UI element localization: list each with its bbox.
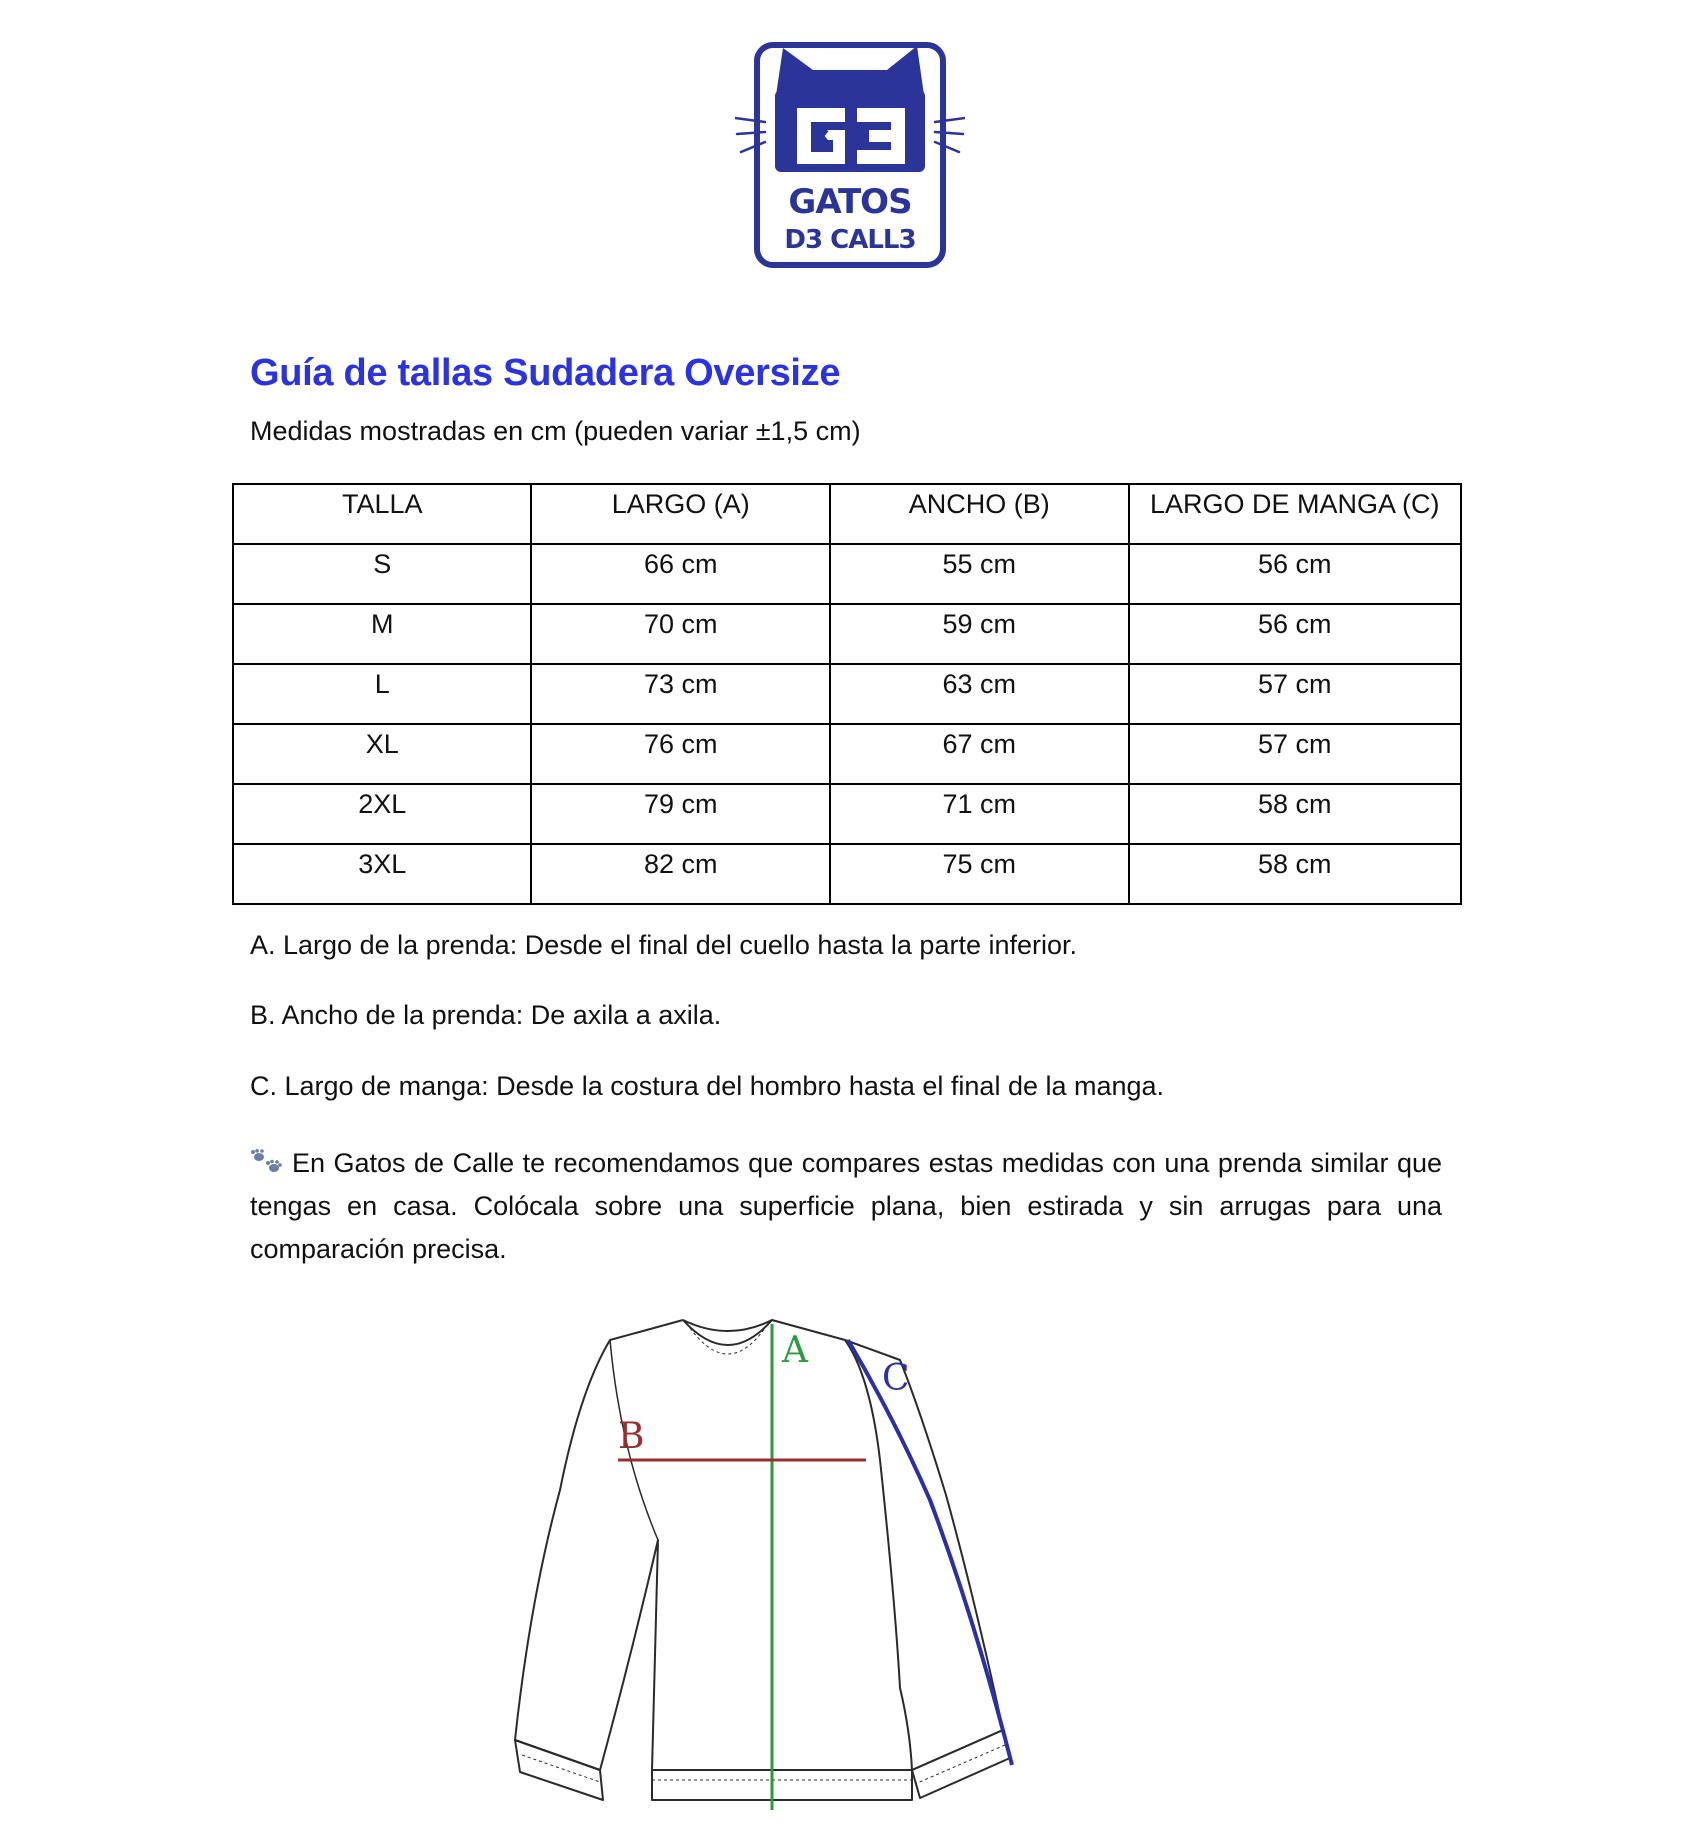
cell-talla: XL	[233, 724, 531, 784]
table-row	[233, 724, 1461, 784]
cell-ancho: 63 cm	[830, 664, 1129, 724]
table-row	[233, 664, 1461, 724]
header-largo: LARGO (A)	[531, 484, 830, 544]
measure-line-c	[848, 1340, 1012, 1765]
cell-ancho: 55 cm	[830, 544, 1129, 604]
cell-talla: L	[233, 664, 531, 724]
cell-largo: 73 cm	[531, 664, 830, 724]
table-row	[233, 784, 1461, 844]
page-subtitle: Medidas mostradas en cm (pueden variar ±1,5 cm)	[250, 416, 861, 446]
cell-ancho: 59 cm	[830, 604, 1129, 664]
size-table	[232, 483, 1462, 905]
cell-talla: M	[233, 604, 531, 664]
cell-ancho: 75 cm	[830, 844, 1129, 904]
table-row	[233, 604, 1461, 664]
cell-largo: 66 cm	[531, 544, 830, 604]
note-a: A. Largo de la prenda: Desde el final del cuello hasta la parte inferior.	[250, 930, 1078, 960]
cell-manga: 58 cm	[1129, 844, 1461, 904]
tip-text: En Gatos de Calle te recomendamos que compares estas medidas con una prenda similar que tengas en casa. Colócala sobre una superficie plana, bien estirada y sin arrugas para una comparación precisa.	[250, 1148, 1442, 1264]
gatos-de-calle-logo	[735, 30, 965, 270]
cell-largo: 70 cm	[531, 604, 830, 664]
cell-talla: S	[233, 544, 531, 604]
cell-talla: 2XL	[233, 784, 531, 844]
cell-largo: 79 cm	[531, 784, 830, 844]
cell-largo: 76 cm	[531, 724, 830, 784]
header-largo-manga: LARGO DE MANGA (C)	[1129, 484, 1461, 544]
cell-manga: 57 cm	[1129, 664, 1461, 724]
cell-manga: 58 cm	[1129, 784, 1461, 844]
label-a: A	[782, 1330, 808, 1371]
cell-talla: 3XL	[233, 844, 531, 904]
cell-ancho: 71 cm	[830, 784, 1129, 844]
table-header-row	[233, 484, 1461, 544]
cell-largo: 82 cm	[531, 844, 830, 904]
cell-manga: 57 cm	[1129, 724, 1461, 784]
note-b: B. Ancho de la prenda: De axila a axila.	[250, 1000, 722, 1030]
table-row	[233, 544, 1461, 604]
sweatshirt-diagram	[500, 1300, 1180, 1820]
logo-text-line1: GATOS	[788, 182, 912, 222]
note-c: C. Largo de manga: Desde la costura del hombro hasta el final de la manga.	[250, 1071, 1165, 1101]
sweatshirt-outline	[515, 1320, 1003, 1770]
header-ancho: ANCHO (B)	[830, 484, 1129, 544]
logo-text-line2: D3 CALL3	[784, 225, 916, 255]
table-row	[233, 844, 1461, 904]
cell-ancho: 67 cm	[830, 724, 1129, 784]
label-b: B	[618, 1416, 645, 1457]
label-c: C	[882, 1358, 910, 1399]
header-talla: TALLA	[233, 484, 531, 544]
cell-manga: 56 cm	[1129, 544, 1461, 604]
cell-manga: 56 cm	[1129, 604, 1461, 664]
page-title: Guía de tallas Sudadera Oversize	[250, 352, 841, 394]
paw-prints-icon	[250, 1149, 284, 1175]
tip-paragraph	[250, 1142, 1442, 1271]
